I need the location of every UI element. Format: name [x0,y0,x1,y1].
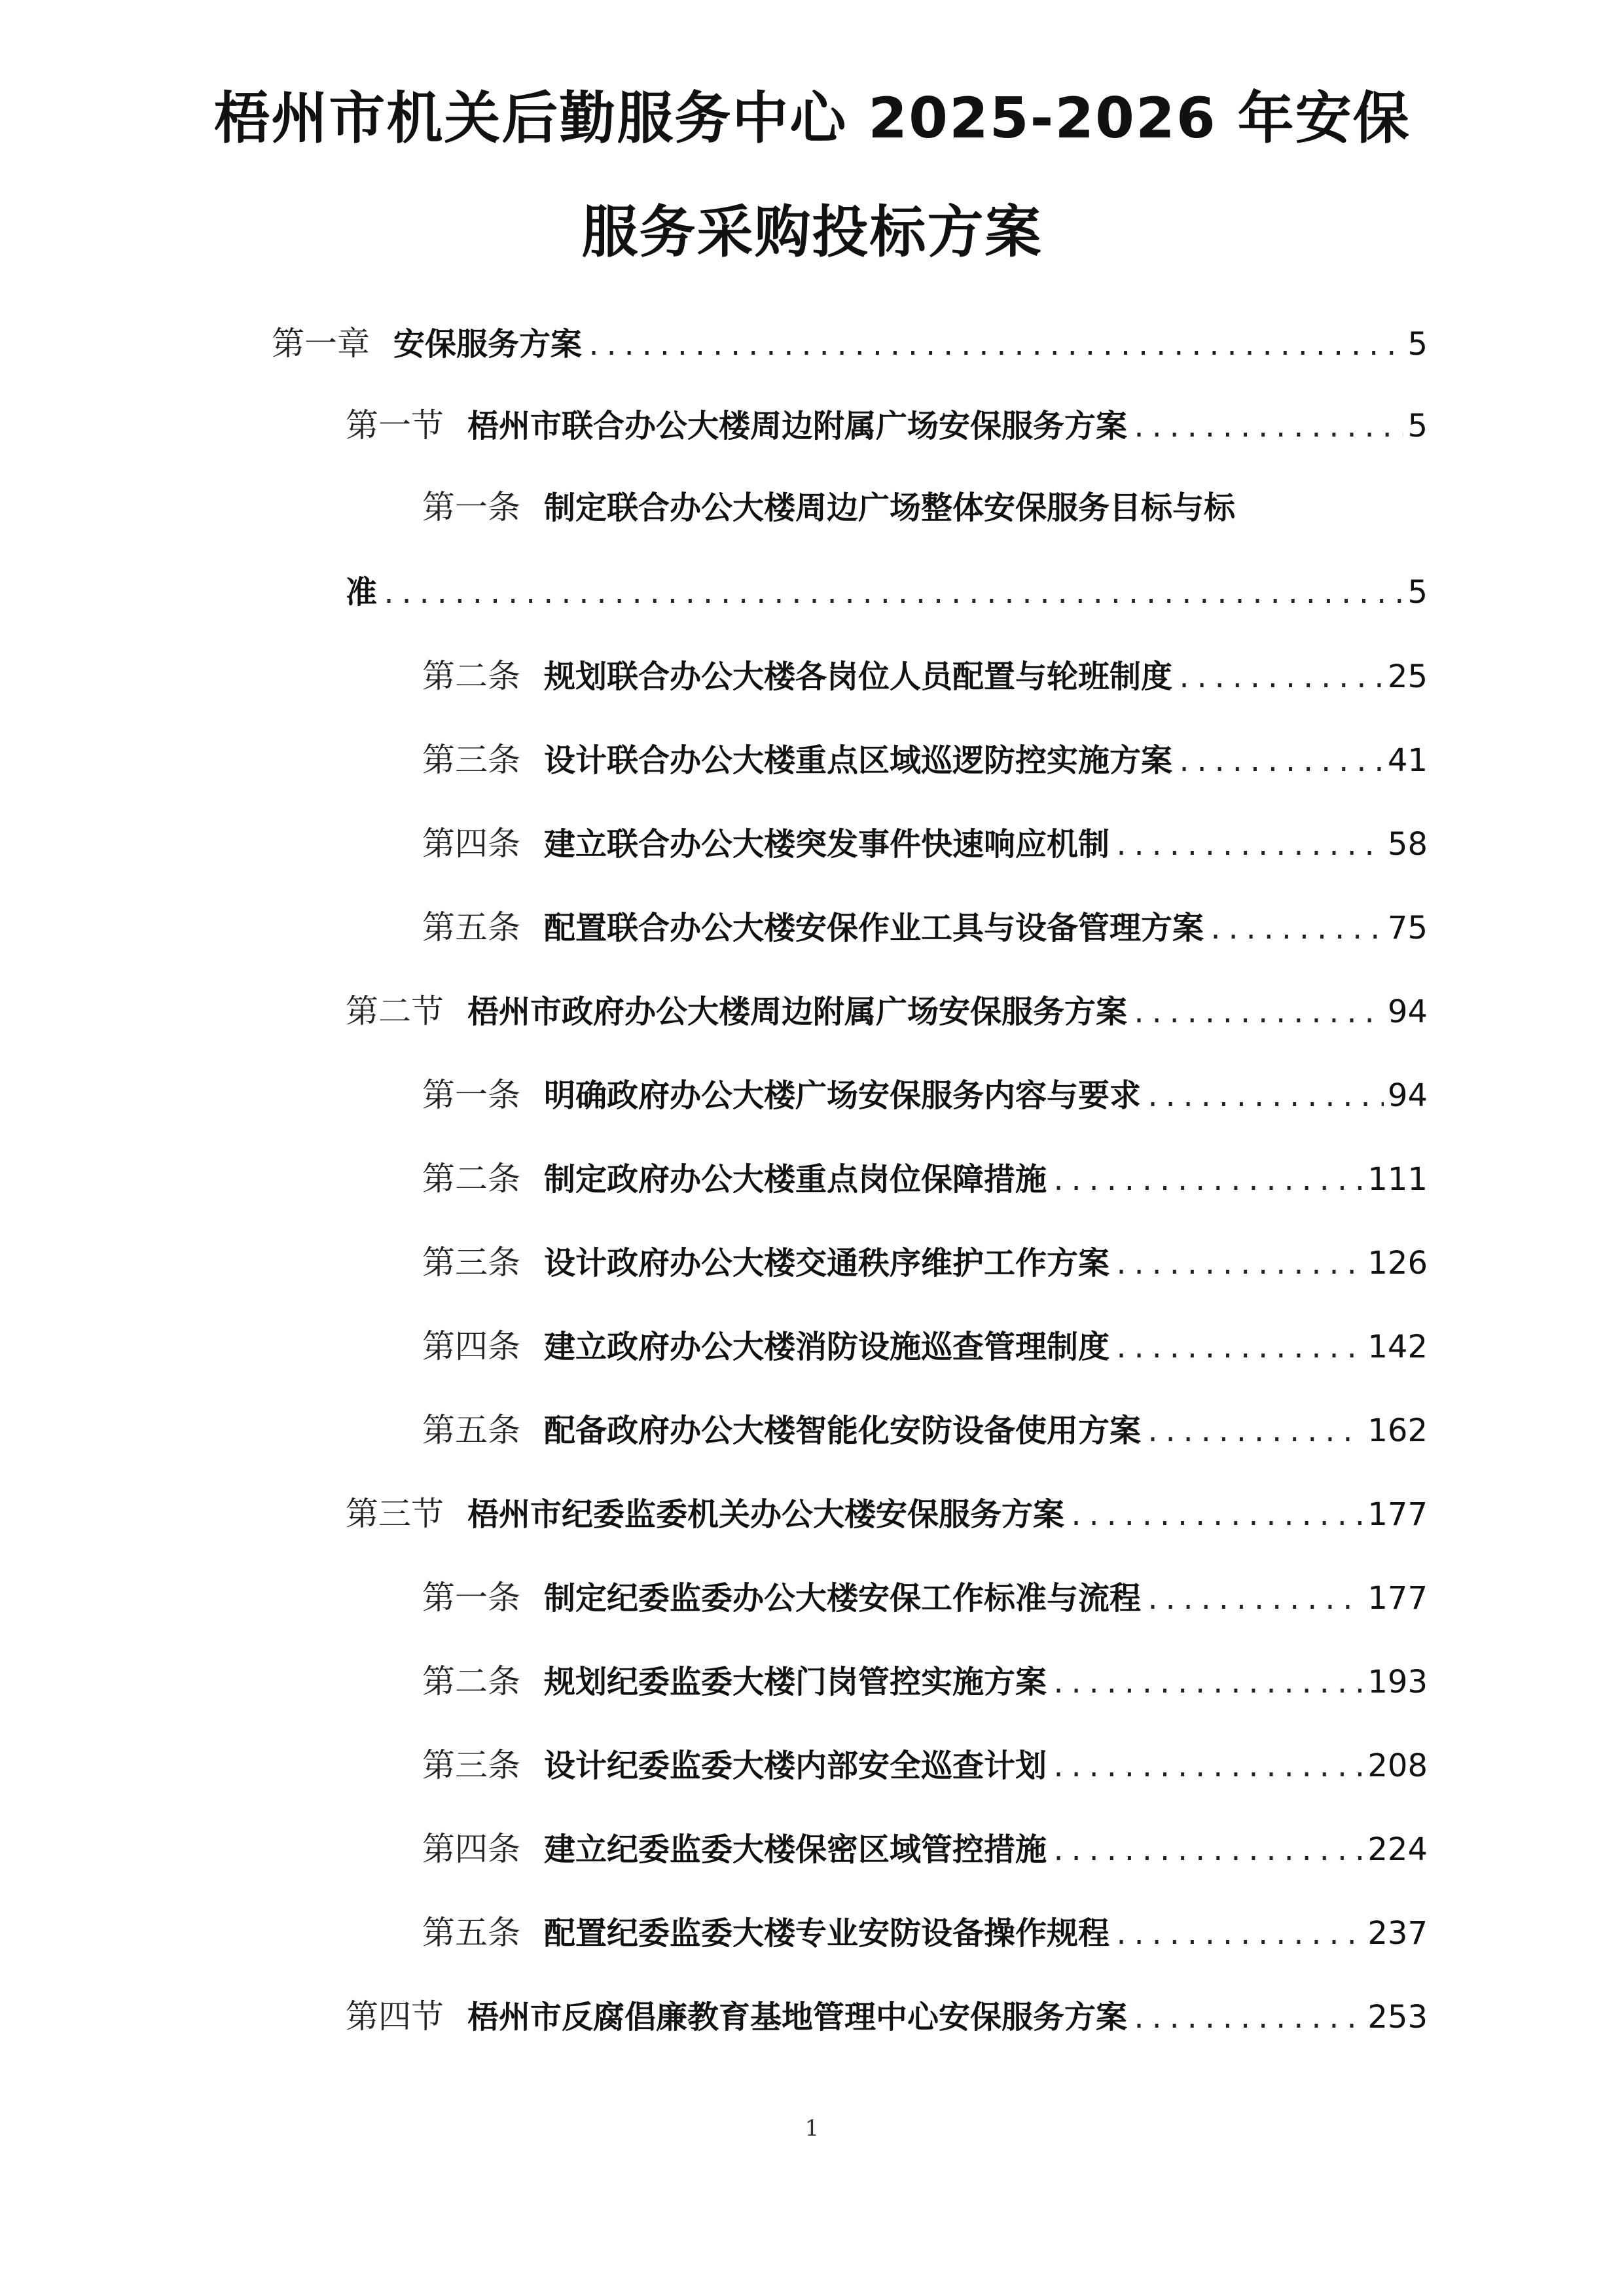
toc-entry-number: 第五条 [422,1411,520,1449]
toc-entry-section-3-article-2[interactable] [422,1659,1428,1704]
toc-entry-title: 设计政府办公大楼交通秩序维护工作方案 [544,1245,1110,1282]
toc-entry-page: 5 [1407,408,1428,444]
toc-entry-number: 第一条 [422,488,520,526]
toc-entry-number: 第三节 [346,1495,444,1533]
toc-entry-page: 208 [1367,1748,1428,1784]
toc-entry-page: 177 [1367,1580,1428,1617]
toc-entry-section-4[interactable] [346,1994,1428,2039]
toc-entry-section-2-article-2[interactable] [422,1156,1428,1202]
toc-leader-dots [1113,823,1384,869]
toc-entry-title: 建立纪委监委大楼保密区域管控措施 [544,1831,1047,1868]
toc-entry-title: 建立政府办公大楼消防设施巡查管理制度 [544,1329,1110,1365]
toc-entry-page: 75 [1387,910,1428,946]
toc-leader-dots [1113,1912,1363,1958]
toc-entry-title: 明确政府办公大楼广场安保服务内容与要求 [544,1077,1142,1114]
toc-entry-number: 第四节 [346,1998,444,2036]
toc-entry-title: 梧州市反腐倡廉教育基地管理中心安保服务方案 [467,1999,1128,2036]
toc-entry-section-2-article-1[interactable] [422,1072,1428,1118]
toc-entry-number: 第二条 [422,1160,520,1198]
toc-entry-chapter-1[interactable] [272,321,1428,367]
toc-entry-section-1[interactable] [346,403,1428,448]
toc-entry-number: 第四条 [422,825,520,863]
toc-entry-number: 第一条 [422,1579,520,1617]
toc-entry-page: 25 [1387,658,1428,695]
toc-entry-page: 126 [1367,1245,1428,1282]
toc-entry-number: 第二条 [422,1662,520,1700]
toc-entry-title: 梧州市政府办公大楼周边附属广场安保服务方案 [467,994,1128,1030]
toc-leader-dots [1176,740,1384,785]
toc-entry-section-2-article-5[interactable] [422,1407,1428,1453]
toc-entry-title: 配置纪委监委大楼专业安防设备操作规程 [544,1915,1110,1952]
toc-entry-section-3-article-1[interactable] [422,1575,1428,1621]
toc-entry-title: 设计纪委监委大楼内部安全巡查计划 [544,1748,1047,1784]
toc-entry-page: 142 [1367,1329,1428,1365]
document-title-line-1: 梧州市机关后勤服务中心 2025-2026 年安保 [213,86,1411,151]
toc-entry-title: 配备政府办公大楼智能化安防设备使用方案 [544,1412,1142,1449]
toc-entry-section-3-article-3[interactable] [422,1742,1428,1788]
toc-entry-title: 制定政府办公大楼重点岗位保障措施 [544,1161,1047,1198]
toc-entry-section-3-article-5[interactable] [422,1910,1428,1956]
toc-leader-dots [1068,1494,1363,1539]
toc-entry-title: 设计联合办公大楼重点区域巡逻防控实施方案 [544,742,1173,779]
toc-leader-dots [1131,991,1384,1037]
toc-entry-page: 193 [1367,1664,1428,1700]
toc-entry-section-3-article-4[interactable] [422,1826,1428,1872]
toc-leader-dots [1145,1075,1384,1121]
toc-entry-title: 制定联合办公大楼周边广场整体安保服务目标与标 [544,490,1236,526]
toc-entry-section-3[interactable] [346,1491,1428,1537]
toc-leader-dots [1051,1661,1363,1707]
toc-entry-section-1-article-1-line-2[interactable] [346,569,1428,615]
toc-leader-dots [1208,907,1384,953]
toc-entry-page: 94 [1387,994,1428,1030]
toc-leader-dots [1113,1242,1363,1288]
toc-entry-section-2-article-4[interactable] [422,1323,1428,1369]
toc-entry-number: 第三条 [422,1746,520,1784]
toc-leader-dots [1131,405,1403,451]
toc-entry-number: 第一节 [346,406,444,444]
toc-entry-page: 94 [1387,1077,1428,1114]
toc-entry-title: 规划联合办公大楼各岗位人员配置与轮班制度 [544,658,1173,695]
toc-leader-dots [1113,1326,1363,1372]
toc-entry-number: 第二节 [346,992,444,1030]
toc-entry-title: 梧州市联合办公大楼周边附属广场安保服务方案 [467,408,1128,444]
toc-entry-section-1-article-5[interactable] [422,905,1428,950]
toc-leader-dots [1176,656,1384,702]
toc-entry-section-2[interactable] [346,988,1428,1034]
toc-entry-number: 第二条 [422,657,520,695]
toc-entry-page: 177 [1367,1496,1428,1533]
toc-entry-number: 第三条 [422,741,520,779]
toc-entry-title: 梧州市纪委监委机关办公大楼安保服务方案 [467,1496,1065,1533]
toc-entry-title: 建立联合办公大楼突发事件快速响应机制 [544,826,1110,863]
toc-entry-title: 安保服务方案 [393,326,583,363]
toc-entry-section-1-article-4[interactable] [422,821,1428,867]
toc-leader-dots [586,323,1403,369]
toc-entry-title: 制定纪委监委办公大楼安保工作标准与流程 [544,1580,1142,1617]
toc-leader-dots [1051,1829,1363,1874]
toc-entry-number: 第五条 [422,908,520,946]
toc-entry-section-2-article-3[interactable] [422,1240,1428,1285]
toc-entry-page: 5 [1407,326,1428,363]
toc-entry-section-1-article-1-line-1[interactable] [422,484,1235,530]
toc-leader-dots [1145,1577,1363,1623]
document-title-line-2: 服务采购投标方案 [581,200,1043,265]
toc-leader-dots [1051,1745,1363,1791]
toc-entry-section-1-article-2[interactable] [422,653,1428,699]
toc-entry-number: 第一条 [422,1076,520,1114]
toc-entry-number: 第四条 [422,1327,520,1365]
toc-entry-page: 224 [1367,1831,1428,1868]
toc-entry-number: 第五条 [422,1914,520,1952]
toc-entry-page: 5 [1407,574,1428,611]
toc-entry-page: 237 [1367,1915,1428,1952]
toc-leader-dots [381,571,1403,617]
toc-entry-page: 41 [1387,742,1428,779]
toc-leader-dots [1131,1996,1363,2042]
toc-entry-page: 162 [1367,1412,1428,1449]
toc-entry-section-1-article-3[interactable] [422,737,1428,783]
page-number: 1 [804,2115,820,2142]
toc-leader-dots [1145,1410,1363,1456]
toc-entry-page: 253 [1367,1999,1428,2036]
toc-entry-number: 第一章 [272,325,370,363]
toc-entry-title-continued: 准 [346,574,378,611]
toc-entry-number: 第三条 [422,1244,520,1282]
toc-entry-number: 第四条 [422,1830,520,1868]
toc-entry-title: 规划纪委监委大楼门岗管控实施方案 [544,1664,1047,1700]
toc-entry-title: 配置联合办公大楼安保作业工具与设备管理方案 [544,910,1204,946]
toc-leader-dots [1051,1158,1363,1204]
toc-entry-page: 58 [1387,826,1428,863]
toc-entry-page: 111 [1367,1161,1428,1198]
